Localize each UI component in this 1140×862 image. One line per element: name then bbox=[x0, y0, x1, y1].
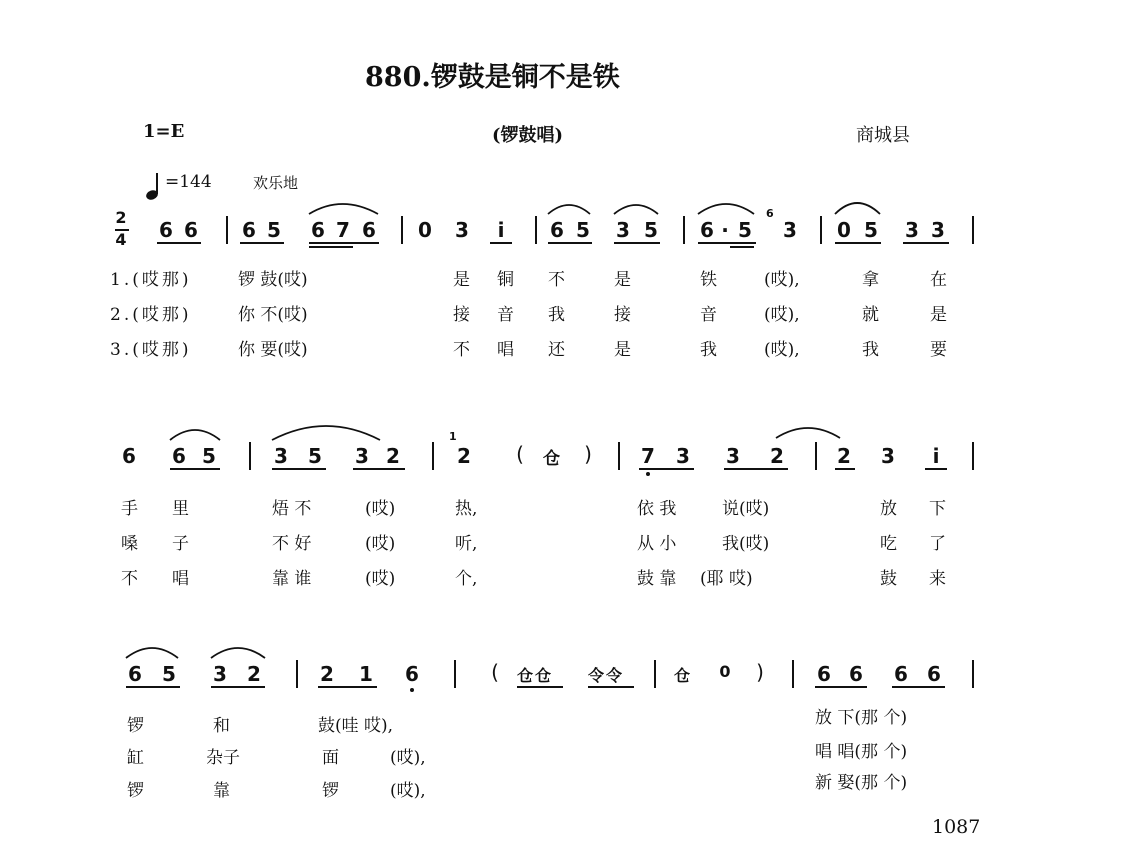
lyric: 唱 bbox=[172, 569, 189, 589]
note: 1 bbox=[359, 662, 373, 686]
slur bbox=[776, 428, 840, 438]
lyric: 靠 bbox=[213, 781, 230, 801]
lyric: 个, bbox=[455, 569, 478, 589]
note: 2 bbox=[457, 444, 471, 468]
lyric: 要 bbox=[930, 340, 947, 360]
lyric: 锣 bbox=[127, 716, 144, 736]
paren-open: ( bbox=[516, 442, 524, 466]
note: 5 bbox=[162, 662, 176, 686]
lyric: 就 bbox=[862, 305, 879, 325]
note: 6 bbox=[817, 662, 831, 686]
lyric: 不 bbox=[548, 270, 565, 290]
grace-note: 1 bbox=[449, 430, 457, 443]
lyric: 音 bbox=[700, 305, 717, 325]
lyric: 是 bbox=[614, 340, 631, 360]
lyric: 和 bbox=[213, 716, 230, 736]
lyric: 里 bbox=[172, 499, 189, 519]
lyric: 铁 bbox=[700, 270, 717, 290]
lyric: 在 bbox=[930, 270, 947, 290]
note: 7 bbox=[641, 444, 655, 468]
note: 3 bbox=[455, 218, 469, 242]
paren-close: ) bbox=[584, 442, 592, 466]
tempo-marking: 欢乐地 bbox=[253, 174, 299, 192]
note: 7 bbox=[336, 218, 350, 242]
lyric: (哎) bbox=[365, 499, 396, 519]
lyric: (哎), bbox=[764, 305, 800, 325]
slur bbox=[309, 204, 378, 214]
paren-close: ) bbox=[756, 660, 764, 684]
note: 6 bbox=[550, 218, 564, 242]
lyric: 你 要(哎) bbox=[238, 340, 308, 360]
lyric: 杂子 bbox=[206, 748, 240, 768]
lyric: (耶 哎) bbox=[700, 569, 753, 589]
lyric: 是 bbox=[453, 270, 470, 290]
grace-note: 6 bbox=[766, 207, 774, 220]
percussion-syllable: 仓 bbox=[674, 666, 691, 685]
note: 6 bbox=[405, 662, 419, 686]
tempo-value: =144 bbox=[165, 172, 212, 192]
time-sig-bottom: 4 bbox=[115, 230, 127, 249]
lyric: 鼓(哇 哎), bbox=[318, 716, 394, 736]
note: i bbox=[497, 218, 505, 242]
song-title: 880.锣鼓是铜不是铁 bbox=[365, 62, 620, 93]
note: 3 bbox=[274, 444, 288, 468]
lyric: 热, bbox=[455, 499, 478, 519]
lyric: 来 bbox=[929, 569, 946, 589]
note: 6 bbox=[362, 218, 376, 242]
slur bbox=[126, 648, 178, 658]
percussion-syllable: 令令 bbox=[588, 666, 625, 685]
rest: 0 bbox=[719, 662, 731, 681]
lyric: 依 我 bbox=[637, 499, 677, 519]
key-signature: 1=E bbox=[143, 121, 185, 142]
lyric: 鼓 靠 bbox=[637, 569, 677, 589]
lyric: 1.(哎那) bbox=[110, 270, 192, 290]
note: 2 bbox=[320, 662, 334, 686]
lyric: 了 bbox=[929, 534, 946, 554]
note: 6 bbox=[849, 662, 863, 686]
lyric: 唱 bbox=[497, 340, 514, 360]
lyric: (哎), bbox=[390, 781, 426, 801]
lyric: 新 娶(那 个) bbox=[815, 773, 908, 793]
note: 5 bbox=[308, 444, 322, 468]
lyric: 我 bbox=[700, 340, 717, 360]
note: 3 bbox=[355, 444, 369, 468]
lyric: 音 bbox=[497, 305, 514, 325]
note: 6 bbox=[172, 444, 186, 468]
lyric: 听, bbox=[455, 534, 478, 554]
lyric: 我 bbox=[548, 305, 565, 325]
lyric: 你 不(哎) bbox=[238, 305, 308, 325]
percussion-syllable: 仓仓 bbox=[517, 666, 554, 685]
lyric: 焐 不 bbox=[272, 499, 312, 519]
note: 5 bbox=[644, 218, 658, 242]
slur bbox=[170, 430, 220, 440]
lyric: 我 bbox=[862, 340, 879, 360]
lyric: 3.(哎那) bbox=[110, 340, 192, 360]
lyric: 放 下(那 个) bbox=[815, 708, 908, 728]
slur bbox=[614, 205, 658, 214]
slur bbox=[211, 648, 265, 658]
paren-open: ( bbox=[491, 660, 499, 684]
note: 6 bbox=[128, 662, 142, 686]
note: 3 bbox=[676, 444, 690, 468]
note: 5 bbox=[864, 218, 878, 242]
lyric: 接 bbox=[614, 305, 631, 325]
lyric: (哎), bbox=[390, 748, 426, 768]
slur bbox=[548, 205, 590, 214]
genre-label: (锣鼓唱) bbox=[492, 125, 564, 146]
note: i bbox=[932, 444, 940, 468]
note: 6 bbox=[184, 218, 198, 242]
note: 0 bbox=[418, 218, 432, 242]
lyric: 是 bbox=[614, 270, 631, 290]
augmentation-dot: · bbox=[721, 218, 729, 242]
note: 6 bbox=[311, 218, 325, 242]
note: 6 bbox=[242, 218, 256, 242]
note: 2 bbox=[386, 444, 400, 468]
lyric: 唱 唱(那 个) bbox=[815, 742, 908, 762]
lyric: 嗓 bbox=[121, 534, 138, 554]
lyric: 不 bbox=[453, 340, 470, 360]
lyric: 子 bbox=[172, 534, 189, 554]
lyric: (哎) bbox=[365, 534, 396, 554]
note: 3 bbox=[616, 218, 630, 242]
lyric: 鼓 bbox=[880, 569, 897, 589]
lyric: 锣 bbox=[322, 781, 339, 801]
note: 6 bbox=[927, 662, 941, 686]
page-number: 1087 bbox=[932, 816, 981, 838]
note: 6 bbox=[894, 662, 908, 686]
lyric: 靠 谁 bbox=[272, 569, 312, 589]
lyric: 拿 bbox=[862, 270, 879, 290]
lyric: 铜 bbox=[497, 270, 514, 290]
note: 0 bbox=[837, 218, 851, 242]
region-label: 商城县 bbox=[856, 125, 910, 146]
note: 3 bbox=[931, 218, 945, 242]
lyric: 缸 bbox=[127, 748, 144, 768]
slur bbox=[698, 204, 754, 214]
time-sig-top: 2 bbox=[115, 208, 127, 227]
lyric: 面 bbox=[322, 748, 339, 768]
note: 6 bbox=[700, 218, 714, 242]
lyric: 锣 鼓(哎) bbox=[238, 270, 308, 290]
lyric: 我(哎) bbox=[722, 534, 770, 554]
lyric: (哎), bbox=[764, 340, 800, 360]
lyric: 下 bbox=[929, 499, 946, 519]
lyric: 不 bbox=[121, 569, 138, 589]
lyric: (哎), bbox=[764, 270, 800, 290]
note: 6 bbox=[122, 444, 136, 468]
note: 2 bbox=[837, 444, 851, 468]
note: 5 bbox=[202, 444, 216, 468]
slur bbox=[272, 426, 380, 440]
lyric: 吃 bbox=[880, 534, 897, 554]
note: 5 bbox=[738, 218, 752, 242]
lyric: 放 bbox=[880, 499, 897, 519]
lyric: 手 bbox=[121, 499, 138, 519]
lyric: 说(哎) bbox=[722, 499, 770, 519]
slur bbox=[835, 203, 880, 214]
note: 3 bbox=[726, 444, 740, 468]
note: 2 bbox=[770, 444, 784, 468]
lyric: (哎) bbox=[365, 569, 396, 589]
note: 3 bbox=[213, 662, 227, 686]
percussion-syllable: 仓 bbox=[543, 449, 560, 469]
note: 5 bbox=[576, 218, 590, 242]
lyric: 锣 bbox=[127, 781, 144, 801]
lyric: 从 小 bbox=[637, 534, 677, 554]
note: 6 bbox=[159, 218, 173, 242]
lyric: 还 bbox=[548, 340, 565, 360]
note: 5 bbox=[267, 218, 281, 242]
note: 3 bbox=[905, 218, 919, 242]
note: 3 bbox=[783, 218, 797, 242]
note: 3 bbox=[881, 444, 895, 468]
lyric: 不 好 bbox=[272, 534, 312, 554]
note: 2 bbox=[247, 662, 261, 686]
lyric: 2.(哎那) bbox=[110, 305, 192, 325]
lyric: 接 bbox=[453, 305, 470, 325]
lyric: 是 bbox=[930, 305, 947, 325]
